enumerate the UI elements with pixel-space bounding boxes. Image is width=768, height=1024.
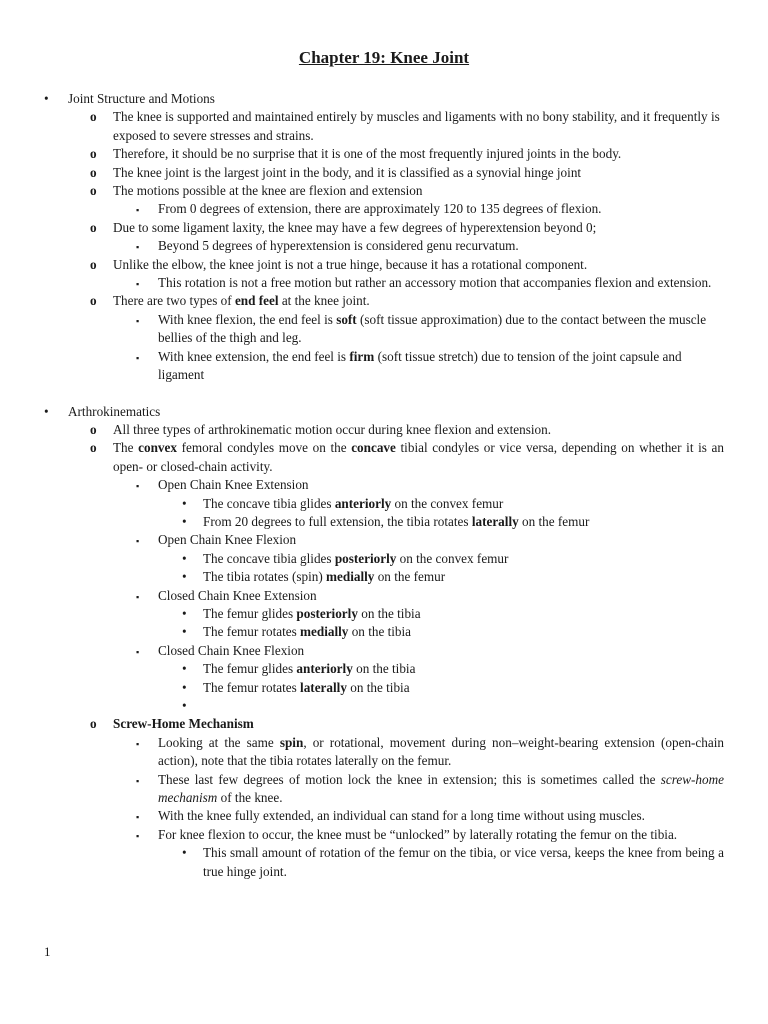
page-title: Chapter 19: Knee Joint bbox=[298, 48, 470, 67]
bullet-marker: • bbox=[182, 513, 187, 529]
bullet-marker: • bbox=[44, 91, 49, 106]
list-item bbox=[0, 439, 724, 715]
text-run: on the tibia bbox=[346, 679, 410, 695]
circle-marker: o bbox=[90, 164, 97, 180]
item-text: From 0 degrees of extension, there are approximately 120 to 135 degrees of flexion. bbox=[158, 201, 602, 217]
list-item bbox=[0, 734, 724, 771]
sub-list bbox=[113, 311, 724, 385]
list-item bbox=[0, 587, 724, 642]
square-marker: ▪ bbox=[136, 481, 140, 492]
item-text bbox=[113, 440, 724, 473]
text-run: The tibia rotates (spin) bbox=[203, 569, 327, 585]
circle-marker: o bbox=[90, 219, 97, 235]
list-item bbox=[0, 274, 724, 292]
circle-marker: o bbox=[90, 183, 97, 199]
circle-marker: o bbox=[90, 440, 97, 456]
list-item bbox=[0, 568, 724, 586]
list-item bbox=[0, 311, 724, 348]
sub-list bbox=[113, 476, 724, 715]
list-item bbox=[0, 348, 724, 385]
item-text: Open Chain Knee Extension bbox=[158, 477, 309, 493]
item-text: For knee flexion to occur, the knee must be “unlocked” by laterally rotating the femur on the tibia. bbox=[158, 826, 678, 842]
item-text: Therefore, it should be no surprise that it is one of the most frequently injured joints in the body. bbox=[113, 146, 622, 162]
item-text: Closed Chain Knee Flexion bbox=[158, 642, 305, 658]
list-item bbox=[0, 495, 724, 513]
square-marker: ▪ bbox=[136, 352, 140, 363]
list-item bbox=[0, 531, 724, 586]
list-item bbox=[0, 200, 724, 218]
document-body bbox=[0, 90, 768, 881]
square-marker: ▪ bbox=[136, 591, 140, 602]
text-run: on the convex femur bbox=[391, 495, 504, 511]
list-item bbox=[0, 679, 724, 697]
item-text: The knee is supported and maintained entirely by muscles and ligaments with no bony stability, and it frequently is exposed to severe stresses and strains. bbox=[113, 109, 720, 143]
item-text: With the knee fully extended, an individual can stand for a long time without using muscles. bbox=[158, 808, 645, 824]
text-run: The bbox=[113, 440, 139, 456]
bullet-marker: • bbox=[182, 569, 187, 585]
sub-list bbox=[68, 421, 724, 881]
text-run: With knee extension, the end feel is bbox=[158, 348, 350, 364]
list-item bbox=[0, 145, 724, 163]
square-marker: ▪ bbox=[136, 830, 140, 841]
text-run: The femur glides bbox=[203, 605, 297, 621]
section-arthrokinematics bbox=[0, 403, 768, 882]
item-text: All three types of arthrokinematic motion occur during knee flexion and extension. bbox=[113, 421, 551, 437]
text-run: , or rotational, movement during non–weight-bearing extension (open-chain action), note that the tibia rotates laterally on the femur. bbox=[158, 734, 724, 769]
text-run: From 20 degrees to full extension, the tibia rotates bbox=[203, 513, 472, 529]
bold-term: anteriorly bbox=[334, 495, 392, 511]
bullet-marker: • bbox=[182, 698, 187, 713]
text-run: The femur rotates bbox=[203, 679, 301, 695]
sub-list bbox=[158, 844, 724, 881]
bold-term: spin bbox=[279, 734, 304, 750]
text-run: on the femur bbox=[374, 569, 446, 585]
text-run: The femur rotates bbox=[203, 624, 301, 640]
bullet-marker: • bbox=[182, 495, 187, 511]
page-number: 1 bbox=[44, 944, 51, 959]
bold-term: end feel bbox=[234, 293, 279, 309]
list-item bbox=[0, 476, 724, 531]
list-item bbox=[0, 550, 724, 568]
section-heading: Arthrokinematics bbox=[68, 403, 161, 419]
bold-term: firm bbox=[349, 348, 375, 364]
sub-list bbox=[158, 550, 724, 587]
square-marker: ▪ bbox=[136, 242, 140, 253]
text-run: There are two types of bbox=[113, 293, 235, 309]
bullet-marker: • bbox=[182, 661, 187, 677]
item-text: This small amount of rotation of the femur on the tibia, or vice versa, keeps the knee from being a true hinge joint. bbox=[203, 845, 724, 879]
text-run: (soft tissue stretch) due to tension of the joint capsule and ligament bbox=[158, 348, 682, 383]
italic-term: screw-home mechanism bbox=[158, 771, 724, 806]
sub-list bbox=[113, 274, 724, 292]
square-marker: ▪ bbox=[136, 315, 140, 326]
sub-list bbox=[113, 200, 724, 218]
item-text: Closed Chain Knee Extension bbox=[158, 587, 317, 603]
square-marker: ▪ bbox=[136, 205, 140, 216]
square-marker: ▪ bbox=[136, 738, 140, 749]
square-marker: ▪ bbox=[136, 536, 140, 547]
list-item bbox=[0, 164, 724, 182]
bold-term: medially bbox=[326, 569, 375, 585]
list-item bbox=[0, 771, 724, 808]
list-item bbox=[0, 219, 724, 256]
list-item bbox=[0, 844, 724, 881]
circle-marker: o bbox=[90, 293, 97, 309]
bold-term: soft bbox=[336, 311, 357, 327]
square-marker: ▪ bbox=[136, 812, 140, 823]
list-item bbox=[0, 605, 724, 623]
item-text bbox=[158, 312, 706, 345]
list-item bbox=[0, 182, 724, 219]
square-marker: ▪ bbox=[136, 646, 140, 657]
spacer bbox=[0, 385, 768, 403]
circle-marker: o bbox=[90, 256, 97, 272]
text-run: Looking at the same bbox=[158, 734, 280, 750]
item-text: Unlike the elbow, the knee joint is not a true hinge, because it has a rotational component. bbox=[113, 256, 588, 272]
sub-list bbox=[68, 108, 724, 384]
text-run: tibial condyles or vice versa, depending on whether it is an open- or closed-chain activity. bbox=[113, 440, 724, 474]
item-text: The motions possible at the knee are flexion and extension bbox=[113, 183, 423, 199]
list-item bbox=[0, 807, 724, 825]
text-run: (soft tissue approximation) due to the contact between the muscle bellies of the thigh and leg. bbox=[158, 311, 707, 346]
outline-list bbox=[0, 90, 768, 881]
bold-term: medially bbox=[300, 624, 349, 640]
list-item bbox=[0, 715, 724, 881]
item-text: This rotation is not a free motion but rather an accessory motion that accompanies flexion and extension. bbox=[158, 275, 712, 291]
bullet-marker: • bbox=[182, 845, 187, 861]
text-run: on the femur bbox=[518, 513, 590, 529]
sub-list bbox=[158, 605, 724, 642]
bold-term: anteriorly bbox=[296, 661, 353, 677]
sub-list bbox=[158, 660, 724, 715]
list-item bbox=[0, 292, 724, 384]
item-text bbox=[158, 349, 682, 382]
list-item bbox=[0, 513, 724, 531]
text-run: on the tibia bbox=[352, 661, 416, 677]
circle-marker: o bbox=[90, 716, 97, 732]
text-run: The concave tibia glides bbox=[203, 495, 335, 511]
circle-marker: o bbox=[90, 421, 97, 437]
bold-term: laterally bbox=[471, 513, 519, 529]
text-run: on the tibia bbox=[348, 624, 412, 640]
text-run: The femur glides bbox=[203, 661, 297, 677]
square-marker: ▪ bbox=[136, 279, 140, 290]
bold-term: convex bbox=[138, 440, 177, 456]
list-item bbox=[0, 237, 724, 255]
list-item bbox=[0, 421, 724, 439]
circle-marker: o bbox=[90, 146, 97, 162]
text-run: of the knee. bbox=[217, 790, 283, 806]
list-item bbox=[0, 256, 724, 293]
item-text: Open Chain Knee Flexion bbox=[158, 532, 297, 548]
text-run: These last few degrees of motion lock the knee in extension; this is sometimes called the bbox=[158, 771, 661, 787]
list-item bbox=[0, 642, 724, 716]
text-run: femoral condyles move on the bbox=[176, 440, 352, 456]
item-text: Beyond 5 degrees of hyperextension is considered genu recurvatum. bbox=[158, 238, 519, 254]
bullet-marker: • bbox=[182, 624, 187, 640]
square-marker: ▪ bbox=[136, 775, 140, 786]
subsection-heading: Screw-Home Mechanism bbox=[113, 716, 254, 732]
text-run: on the tibia bbox=[357, 605, 421, 621]
bold-term: posteriorly bbox=[334, 550, 397, 566]
list-item bbox=[0, 623, 724, 641]
section-joint-structure bbox=[0, 90, 768, 385]
sub-list bbox=[113, 734, 724, 881]
empty-list-item bbox=[0, 697, 724, 715]
bullet-marker: • bbox=[182, 679, 187, 695]
text-run: at the knee joint. bbox=[278, 293, 370, 309]
bold-term: concave bbox=[351, 440, 396, 456]
sub-list bbox=[158, 495, 724, 532]
bullet-marker: • bbox=[44, 403, 49, 419]
item-text: The knee joint is the largest joint in the body, and it is classified as a synovial hinge joint bbox=[113, 164, 582, 180]
text-run: on the convex femur bbox=[396, 550, 509, 566]
text-run: With knee flexion, the end feel is bbox=[158, 311, 337, 327]
item-text bbox=[113, 293, 370, 308]
list-item bbox=[0, 660, 724, 678]
bullet-marker: • bbox=[182, 605, 187, 621]
sub-list bbox=[113, 237, 724, 255]
circle-marker: o bbox=[90, 109, 97, 125]
section-heading: Joint Structure and Motions bbox=[68, 91, 215, 106]
item-text: Due to some ligament laxity, the knee may have a few degrees of hyperextension beyond 0; bbox=[113, 219, 597, 235]
list-item bbox=[0, 108, 724, 145]
bullet-marker: • bbox=[182, 550, 187, 566]
list-item bbox=[0, 826, 724, 881]
bold-term: laterally bbox=[300, 679, 347, 695]
bold-term: posteriorly bbox=[296, 605, 358, 621]
text-run: The concave tibia glides bbox=[203, 550, 335, 566]
